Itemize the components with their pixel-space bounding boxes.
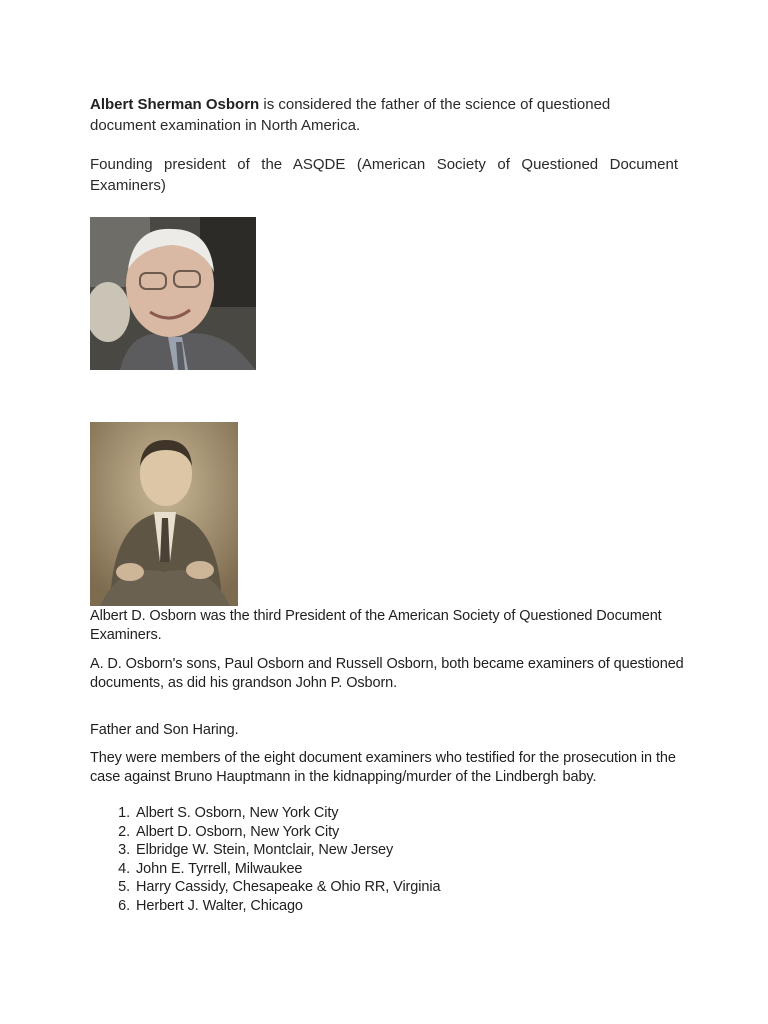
examiners-list: [90, 804, 440, 916]
portrait-photo-icon: [90, 422, 238, 606]
list-item: 1. Albert S. Osborn, New York City: [134, 804, 440, 823]
list-item: 2. Albert D. Osborn, New York City: [134, 823, 440, 842]
sons-paragraph: A. D. Osborn's sons, Paul Osborn and Russell Osborn, both became examiners of questioned documents, as did his grandson John P. Osborn.: [90, 656, 684, 691]
founding-paragraph: Founding president of the ASQDE (American Society of Questioned Document Examiners): [90, 156, 678, 194]
photo-albert-d-osborn: [90, 422, 238, 606]
third-president-paragraph: Albert D. Osborn was the third President of the American Society of Questioned Document Examiners.: [90, 608, 662, 643]
list-item: 5. Harry Cassidy, Chesapeake & Ohio RR, Virginia: [134, 878, 440, 897]
photo-albert-sherman-osborn: [90, 217, 256, 370]
list-item: 3. Elbridge W. Stein, Montclair, New Jersey: [134, 841, 440, 860]
members-paragraph: They were members of the eight document examiners who testified for the prosecution in the case against Bruno Hauptmann in the kidnapping/murder of the Lindbergh baby.: [90, 750, 676, 785]
portrait-photo-icon: [90, 217, 256, 370]
intro-paragraph: [90, 94, 680, 136]
intro-text: is considered the father of the science of questioned document examination in North America.: [90, 96, 611, 134]
intro-name: Albert Sherman Osborn: [90, 96, 260, 113]
list-item: 4. John E. Tyrrell, Milwaukee: [134, 860, 440, 879]
haring-paragraph: Father and Son Haring.: [90, 722, 239, 738]
list-item: 6. Herbert J. Walter, Chicago: [134, 897, 440, 916]
